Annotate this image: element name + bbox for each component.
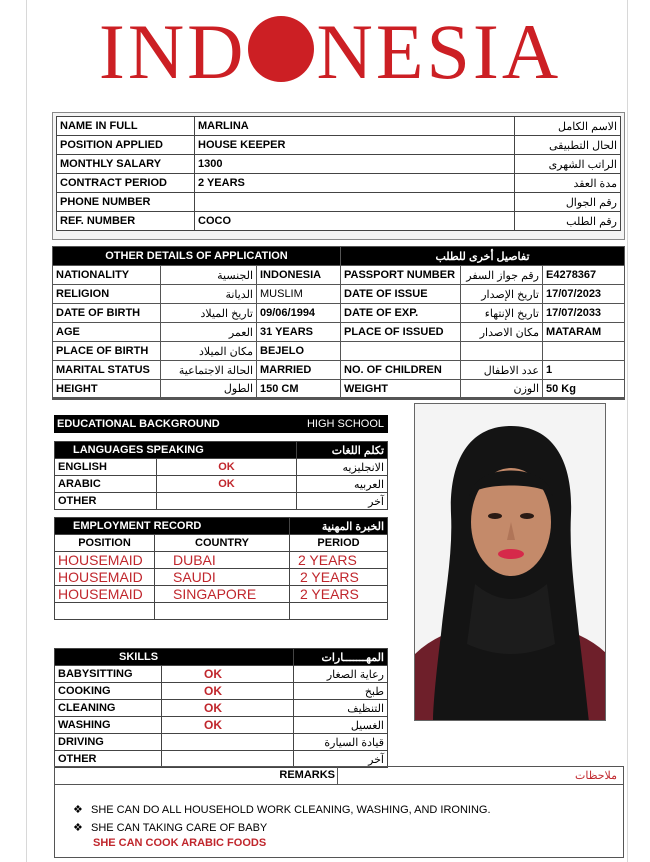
- other-details-header: [53, 247, 625, 266]
- title-part-2: NESIA: [316, 8, 562, 95]
- title-dot-o: [248, 16, 314, 82]
- field-value: [195, 193, 515, 212]
- employment-period: 2 YEARS: [290, 552, 388, 569]
- table-row: [57, 155, 621, 174]
- remark-text: SHE CAN DO ALL HOUSEHOLD WORK CLEANING, WASHING, AND IRONING.: [91, 804, 491, 816]
- list-item: [73, 819, 491, 837]
- language-level: [157, 493, 297, 510]
- language-name: ARABIC: [55, 476, 157, 493]
- table-row: [53, 304, 625, 323]
- detail-value: 17/07/2033: [543, 304, 625, 323]
- skill-name: COOKING: [55, 683, 162, 700]
- skill-level: OK: [162, 666, 294, 683]
- remarks-list: [73, 801, 491, 837]
- field-label-ar: مدة العقد: [515, 174, 621, 193]
- skill-name-ar: قيادة السيارة: [294, 734, 388, 751]
- table-row: [57, 174, 621, 193]
- table-row: [55, 734, 388, 751]
- table-row: [53, 380, 625, 399]
- skill-name-ar: طبخ: [294, 683, 388, 700]
- table-row: [55, 476, 388, 493]
- field-value: 1300: [195, 155, 515, 174]
- section-header-ar: تكلم اللغات: [297, 442, 388, 459]
- employment-period: 2 YEARS: [290, 569, 388, 586]
- portrait-image: [415, 404, 606, 721]
- other-details-section: [52, 246, 625, 400]
- table-row: [57, 212, 621, 231]
- detail-value: INDONESIA: [257, 266, 341, 285]
- skill-name: CLEANING: [55, 700, 162, 717]
- detail-value: MARRIED: [257, 361, 341, 380]
- remark-text: SHE CAN TAKING CARE OF BABY: [91, 822, 268, 834]
- other-details-table: [52, 246, 625, 400]
- detail-label-ar: العمر: [161, 323, 257, 342]
- language-name: OTHER: [55, 493, 157, 510]
- detail-label-ar: مكان الميلاد: [161, 342, 257, 361]
- detail-value: 150 CM: [257, 380, 341, 399]
- detail-label: AGE: [53, 323, 161, 342]
- table-row: [55, 459, 388, 476]
- detail-label-ar: [461, 342, 543, 361]
- detail-label: MARITAL STATUS: [53, 361, 161, 380]
- table-row: [57, 136, 621, 155]
- detail-value: MUSLIM: [257, 285, 341, 304]
- detail-value: MATARAM: [543, 323, 625, 342]
- table-row: [55, 552, 388, 569]
- table-row: [53, 323, 625, 342]
- table-row: [57, 193, 621, 212]
- language-name-ar: الانجليزيه: [297, 459, 388, 476]
- field-label-ar: الاسم الكامل: [515, 117, 621, 136]
- skill-name-ar: التنظيف: [294, 700, 388, 717]
- list-item: [73, 801, 491, 819]
- education-bar: [54, 415, 388, 433]
- employment-position: HOUSEMAID: [55, 569, 155, 586]
- skills-section: [54, 648, 388, 768]
- detail-value: 17/07/2023: [543, 285, 625, 304]
- employment-columns: [55, 535, 388, 552]
- skill-name: DRIVING: [55, 734, 162, 751]
- detail-label-ar: تاريخ الإنتهاء: [461, 304, 543, 323]
- detail-value: E4278367: [543, 266, 625, 285]
- table-row: [55, 666, 388, 683]
- detail-label-ar: تاريخ الميلاد: [161, 304, 257, 323]
- bullet-icon: ❖: [73, 822, 83, 834]
- languages-header: [55, 442, 388, 459]
- detail-label: DATE OF EXP.: [341, 304, 461, 323]
- table-row: [55, 751, 388, 768]
- detail-value: 31 YEARS: [257, 323, 341, 342]
- personal-info-table: [56, 116, 621, 231]
- column-header-position: POSITION: [55, 535, 155, 552]
- field-label: MONTHLY SALARY: [57, 155, 195, 174]
- field-label-ar: رقم الجوال: [515, 193, 621, 212]
- remarks-label: REMARKS: [279, 769, 335, 781]
- field-label-ar: رقم الطلب: [515, 212, 621, 231]
- field-label-ar: الحال التطبيقى: [515, 136, 621, 155]
- detail-label: NO. OF CHILDREN: [341, 361, 461, 380]
- languages-section: [54, 441, 388, 510]
- field-value: 2 YEARS: [195, 174, 515, 193]
- education-value: HIGH SCHOOL: [306, 418, 384, 430]
- bullet-icon: ❖: [73, 804, 83, 816]
- detail-label: PLACE OF ISSUED: [341, 323, 461, 342]
- detail-label: PLACE OF BIRTH: [53, 342, 161, 361]
- field-value: MARLINA: [195, 117, 515, 136]
- detail-label-ar: الوزن: [461, 380, 543, 399]
- field-label: NAME IN FULL: [57, 117, 195, 136]
- table-row: [53, 361, 625, 380]
- detail-label-ar: الديانة: [161, 285, 257, 304]
- skill-level: [162, 734, 294, 751]
- detail-label: [341, 342, 461, 361]
- detail-label-ar: الحالة الاجتماعية: [161, 361, 257, 380]
- employment-table: [54, 517, 388, 620]
- employment-country: SINGAPORE: [155, 586, 290, 603]
- employment-position: [55, 603, 155, 620]
- detail-label-ar: رقم جواز السفر: [461, 266, 543, 285]
- field-label: POSITION APPLIED: [57, 136, 195, 155]
- employment-country: DUBAI: [155, 552, 290, 569]
- detail-label: RELIGION: [53, 285, 161, 304]
- field-value: HOUSE KEEPER: [195, 136, 515, 155]
- section-header-ar: تفاصيل أخرى للطلب: [341, 247, 625, 266]
- table-row: [55, 717, 388, 734]
- remark-highlight: SHE CAN COOK ARABIC FOODS: [93, 837, 267, 849]
- table-row: [55, 700, 388, 717]
- detail-label: HEIGHT: [53, 380, 161, 399]
- table-row: [53, 285, 625, 304]
- detail-label: DATE OF BIRTH: [53, 304, 161, 323]
- field-value: COCO: [195, 212, 515, 231]
- table-row: [55, 683, 388, 700]
- education-label: EDUCATIONAL BACKGROUND: [57, 418, 220, 430]
- skill-name-ar: آخر: [294, 751, 388, 768]
- detail-value: [543, 342, 625, 361]
- country-title: [35, 8, 625, 96]
- table-row: [55, 569, 388, 586]
- personal-info-section: [52, 112, 625, 240]
- skill-level: OK: [162, 700, 294, 717]
- section-header-ar: المهـــــــارات: [294, 649, 388, 666]
- column-header-period: PERIOD: [290, 535, 388, 552]
- language-name: ENGLISH: [55, 459, 157, 476]
- skills-header: [55, 649, 388, 666]
- skill-level: [162, 751, 294, 768]
- language-level: OK: [157, 476, 297, 493]
- field-label: CONTRACT PERIOD: [57, 174, 195, 193]
- skill-name-ar: الغسيل: [294, 717, 388, 734]
- detail-label-ar: الجنسية: [161, 266, 257, 285]
- detail-label: WEIGHT: [341, 380, 461, 399]
- employment-country: [155, 603, 290, 620]
- skill-name: OTHER: [55, 751, 162, 768]
- skill-name-ar: رعاية الصغار: [294, 666, 388, 683]
- detail-value: 50 Kg: [543, 380, 625, 399]
- detail-label: PASSPORT NUMBER: [341, 266, 461, 285]
- employment-section: [54, 517, 388, 620]
- detail-label-ar: الطول: [161, 380, 257, 399]
- section-header: LANGUAGES SPEAKING: [55, 442, 297, 459]
- skill-name: WASHING: [55, 717, 162, 734]
- column-header-country: COUNTRY: [155, 535, 290, 552]
- employment-period: 2 YEARS: [290, 586, 388, 603]
- employment-position: HOUSEMAID: [55, 552, 155, 569]
- skill-level: OK: [162, 683, 294, 700]
- remarks-label-ar: ملاحظات: [575, 770, 617, 782]
- field-label: PHONE NUMBER: [57, 193, 195, 212]
- table-row: [53, 342, 625, 361]
- skill-name: BABYSITTING: [55, 666, 162, 683]
- employment-position: HOUSEMAID: [55, 586, 155, 603]
- employment-country: SAUDI: [155, 569, 290, 586]
- table-row: [55, 586, 388, 603]
- table-row: [55, 493, 388, 510]
- section-header: SKILLS: [55, 649, 294, 666]
- detail-value: 09/06/1994: [257, 304, 341, 323]
- table-row: [57, 117, 621, 136]
- remarks-divider: [337, 767, 338, 785]
- detail-label-ar: تاريخ الإصدار: [461, 285, 543, 304]
- field-label-ar: الراتب الشهرى: [515, 155, 621, 174]
- title-part-1: IND: [98, 8, 247, 95]
- skill-level: OK: [162, 717, 294, 734]
- detail-label-ar: عدد الاطفال: [461, 361, 543, 380]
- table-row: [55, 603, 388, 620]
- skills-table: [54, 648, 388, 768]
- table-row: [53, 266, 625, 285]
- detail-value: BEJELO: [257, 342, 341, 361]
- languages-table: [54, 441, 388, 510]
- detail-label: DATE OF ISSUE: [341, 285, 461, 304]
- detail-value: 1: [543, 361, 625, 380]
- detail-label: NATIONALITY: [53, 266, 161, 285]
- section-header: EMPLOYMENT RECORD: [55, 518, 290, 535]
- remarks-section: [54, 766, 624, 858]
- section-header: OTHER DETAILS OF APPLICATION: [53, 247, 341, 266]
- detail-label-ar: مكان الاصدار: [461, 323, 543, 342]
- language-level: OK: [157, 459, 297, 476]
- remarks-header: [55, 767, 623, 785]
- section-header-ar: الخبرة المهنية: [290, 518, 388, 535]
- language-name-ar: العربيه: [297, 476, 388, 493]
- applicant-photo: [414, 403, 606, 721]
- field-label: REF. NUMBER: [57, 212, 195, 231]
- employment-header: [55, 518, 388, 535]
- language-name-ar: آخر: [297, 493, 388, 510]
- employment-period: [290, 603, 388, 620]
